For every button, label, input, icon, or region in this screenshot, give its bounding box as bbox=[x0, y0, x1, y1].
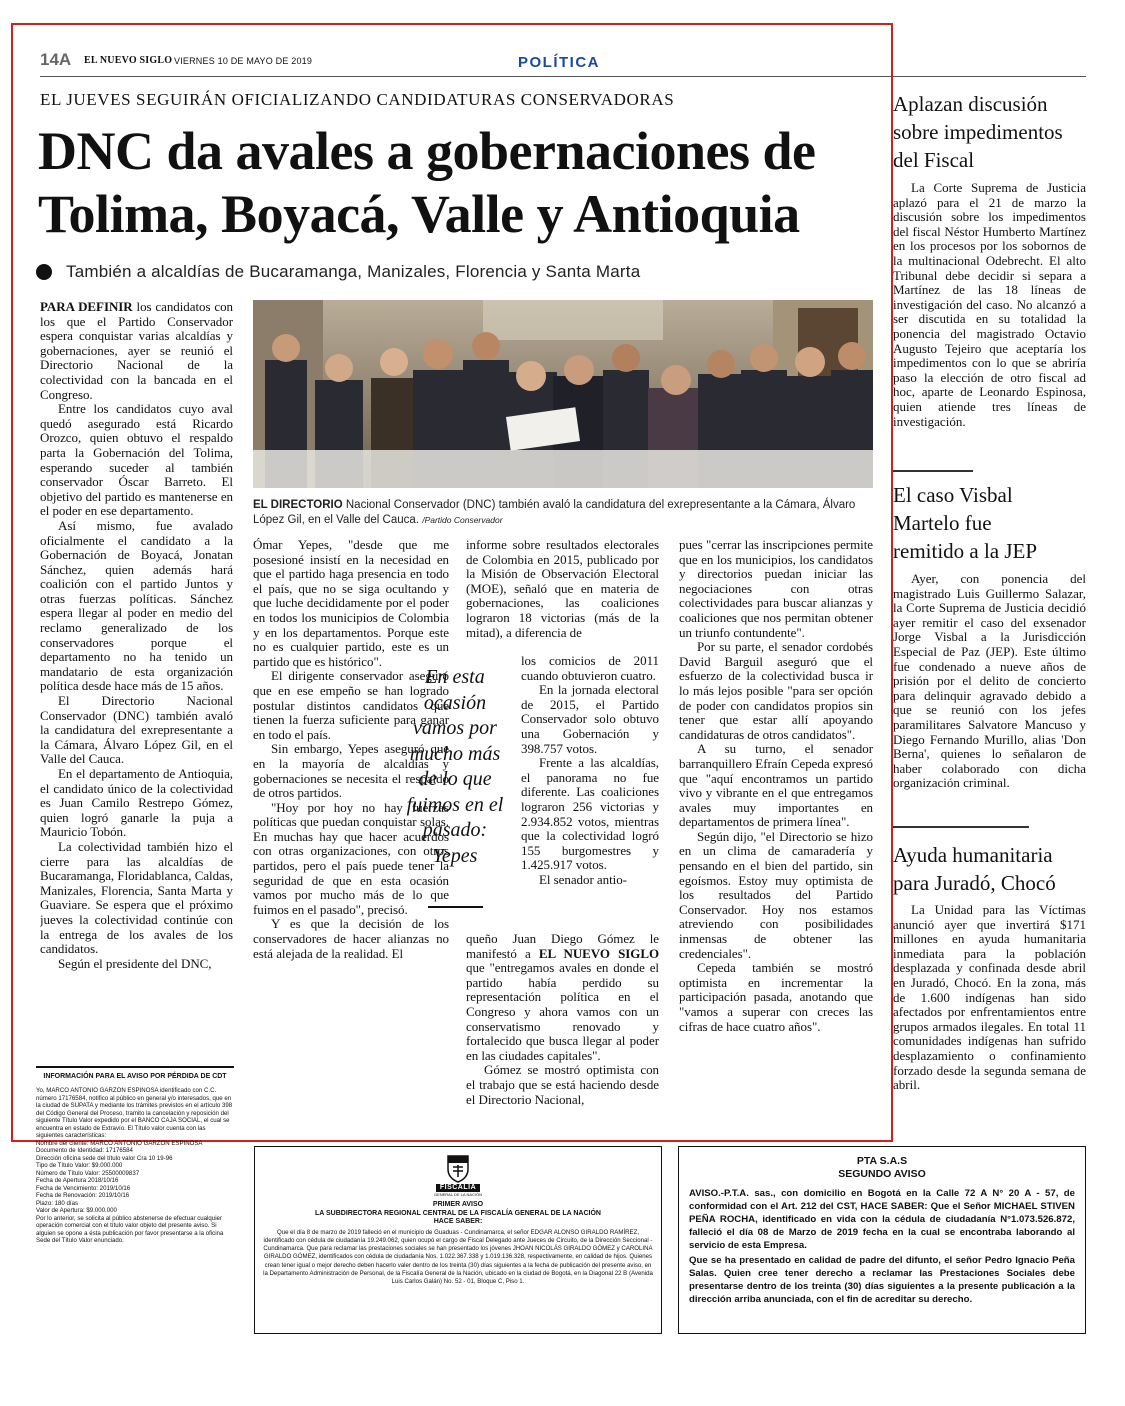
article-paragraph: Sin embargo, Yepes aseguró que en la mayoría de alcaldías y gobernaciones se necesita el respaldo de otros partidos. bbox=[253, 741, 449, 801]
notice-field: Valor de Apertura: $9.000.000 bbox=[36, 1207, 117, 1214]
lead-in: PARA DEFINIR bbox=[40, 300, 133, 314]
highlight-frame bbox=[11, 23, 893, 1142]
article-paragraph: En el departamento de Antioquia, el candidato único de la colectividad es Juan Camilo Restrepo Gómez, quien logró ganarle la puja a Mauricio Tobón. bbox=[40, 766, 233, 840]
logo-subtitle: GENERAL DE LA NACIÓN bbox=[433, 1192, 483, 1197]
brief-text: La Unidad para las Víctimas anunció ayer que invertirá $171 millones en ayuda humanitaria inmediata para la población desplazada y confinada desde abril en Juradó, Chocó. En la zona, más de 1.600 indígenas han sido afectados por enfrentamientos entre grupos armados ilegales. En total 11 comunidades indígenas han sufrido desplazamiento o confinamiento forzado desde la segunda semana de abril. bbox=[893, 902, 1086, 1093]
notice-title: INFORMACIÓN PARA EL AVISO POR PÉRDIDA DE CDT bbox=[43, 1073, 227, 1080]
article-paragraph: En la jornada electoral de 2015, el Partido Conservador solo obtuvo una Gobernación y 398.757 votos. bbox=[521, 682, 659, 756]
article-paragraph: Así mismo, fue avalado oficialmente el candidato a la Gobernación de Boyacá, Jonatan Sánchez, quien además hará coalición con el partido Juntos y otras fuerzas políticas. Sánchez espera llegar al poder en medio del reclamo generalizado de los conservadores porque el departamento no ha tenido un mandatario de esta organización política desde hace más de 15 años. bbox=[40, 517, 233, 694]
notice-field: Fecha de Vencimiento: 2019/10/16 bbox=[36, 1184, 131, 1192]
notice-body: Yo, MARCO ANTONIO GARZON ESPINOSA identificado con C.C. número 17176584, notifico al público en general y/o interesados, que en la ciudad de SUPATA y mediante los trámites previstos en el artículo 398 del Código General del Proceso, tramito la cancelación y reposición del siguiente Título Valor expedido por el BANCO CAJA SOCIAL, el cual se encuentra en estado de Extravío. El Título valor cuenta con las siguientes características: bbox=[36, 1087, 233, 1139]
caption-text: Nacional Conservador (DNC) también avaló la candidatura del exrepresentante a la Cámara, Álvaro López Gil, en el Valle del Cauca. bbox=[253, 499, 856, 526]
article-paragraph: Por su parte, el senador cordobés David Barguil aseguró que el esfuerzo de la colectividad busca ir lo más lejos posible "para ser opción de poder con candidatos propios sin tener que estar allí apoyando candidaturas de otros candidatos". bbox=[679, 639, 873, 742]
notice-pta bbox=[678, 1146, 1086, 1334]
article-paragraph: Frente a las alcaldías, el panorama no fue diferente. Las coaliciones lograron 256 victorias y 2.934.852 votos, mientras que la colectividad logró 155 burgomestres y 1.425.917 votos. bbox=[521, 755, 659, 873]
brief-text: Ayer, con ponencia del magistrado Luis Guillermo Salazar, la Corte Suprema de Justicia decidió ayer remitir el caso del exsenador Jorge Visbal a la Jurisdicción Especial de Paz (JEP). Este último fue condenado a nueve años de prisión por el delito de concierto para delinquir agravado debido a que se reunió con los jefes paramilitares Salvatore Mancuso y Diego Fernando Murillo, alias 'Don Berna', quienes lo señalaron de haber colaborado con dicha organización criminal. bbox=[893, 571, 1086, 791]
notice-lost-cdt bbox=[36, 1066, 234, 1341]
article-paragraph: La colectividad también hizo el cierre para las alcaldías de Bucaramanga, Floridablanca, Caldas, Manizales, Florencia, Santa Marta y Guaviare. Se espera que el próximo jueves la colectividad continúe con la entrega de los avales de los candidatos. bbox=[40, 838, 233, 957]
article-paragraph: Cepeda también se mostró optimista en incrementar la participación pasada, anotando que "vamos a superar con creces las cifras de hace cuatro años". bbox=[679, 960, 873, 1034]
notice-field: Nombre del cliente: MARCO ANTONIO GARZON ESPINOSA bbox=[36, 1139, 203, 1147]
subhead-text: También a alcaldías de Bucaramanga, Manizales, Florencia y Santa Marta bbox=[66, 262, 641, 281]
publication-date: VIERNES 10 DE MAYO DE 2019 bbox=[174, 56, 313, 66]
article-paragraph: Según el presidente del DNC, bbox=[58, 955, 212, 971]
article-paragraph: Entre los candidatos cuyo aval quedó asegurado está Ricardo Orozco, quien obtuvo el respaldo parta la Gobernación del Tolima, esperando suceder al también conservador Óscar Barreto. El objetivo del partido es mantenerse en el poder en ese departamento. bbox=[40, 401, 233, 519]
notice-field: Tipo de Título Valor: $9.000.000 bbox=[36, 1162, 123, 1169]
article-paragraph: Según dijo, "el Directorio se hizo en un clima de camaradería y pensando en el bien del partido, sin egoísmos. Estoy muy optimista de los resultados del Partido Conservador. Hoy nos estamos atreviendo con posibilidades inmensas de obtener las credenciales". bbox=[679, 828, 873, 961]
fiscalia-logo bbox=[430, 1153, 486, 1197]
notice-heading: SEGUNDO AVISO bbox=[838, 1168, 926, 1180]
article-paragraph: "Hoy por hoy no hay fuerzas políticas que puedan conquistar solas. En muchas hay que hacer acuerdos con otras organizaciones, con otros partidos, pero el país puede tener la seguridad de que en esta ocasión vamos por mucho más de lo que fuimos en el pasado", precisó. bbox=[253, 799, 449, 917]
article-paragraph: Y es que la decisión de los conservadores de hacer alianzas no está alejada de la realidad. El bbox=[253, 916, 449, 961]
section-label: POLÍTICA bbox=[518, 54, 600, 71]
paragraph-text: que "entregamos avales en donde el partido había perdido su representación política en el Congreso y ahora vamos con un conservatismo renovado y fortalecido que busca llegar al poder en las ciudades capitales". bbox=[466, 960, 659, 1063]
notice-field: Número de Título Valor: 25500009837 bbox=[36, 1169, 140, 1177]
notice-body: AVISO.-P.T.A. sas., con domicilio en Bogotá en la Calle 72 A N° 20 A - 57, de conformidad con el Art. 212 del CST, HACE SABER: Que el Señor MICHAEL STIVEN PEÑA ROCHA, identificado en vida con la cédula de ciudadanía N°1.073.526.872, falleció el día 08 de Marzo de 2019 fecha en la cual se encontraba laborando al servicio de esta Empresa. bbox=[689, 1188, 1075, 1251]
notice-heading: LA SUBDIRECTORA REGIONAL CENTRAL DE LA FISCALÍA GENERAL DE LA NACIÓN bbox=[315, 1209, 601, 1217]
brief-title: Aplazan discusión sobre impedimentos del Fiscal bbox=[893, 92, 1063, 172]
paragraph-text: queño Juan Diego Gómez le manifestó a bbox=[466, 932, 659, 961]
paragraph-text: los candidatos con los que el Partido Conservador espera conquistar varias alcaldías y gobernaciones, ayer se reunió el Directorio Nacional de la colectividad con la bancada en el Congreso. bbox=[40, 300, 233, 402]
article-headline: DNC da avales a gobernaciones de Tolima, Boyacá, Valle y Antioquia bbox=[38, 121, 816, 244]
notice-fields bbox=[36, 1140, 234, 1215]
brief-title: El caso Visbal Martelo fue remitido a la JEP bbox=[893, 483, 1038, 563]
article-paragraph: A su turno, el senador barranquillero Efraín Cepeda expresó que "aquí encontramos un partido vivo y vibrante en el que entregamos avales muy importantes en departamentos de primera línea". bbox=[679, 741, 873, 830]
notice-field: Fecha de Apertura 2018/10/16 bbox=[36, 1177, 119, 1184]
brief-divider bbox=[893, 826, 1029, 828]
notice-field: Documento de Identidad: 17176584 bbox=[36, 1147, 133, 1154]
notice-fiscalia bbox=[254, 1146, 662, 1334]
logo-name: FISCALIA bbox=[436, 1184, 480, 1192]
notice-body: Que se ha presentado en calidad de padre del difunto, el señor Pedro Ignacio Peña Salas. Quien cree tener derecho a reclamar las Prestaciones Sociales debe presentarse dentro de los treinta (30) días siguientes a la presente publicación a la dirección arriba anunciada, con el fin de acreditar su derecho. bbox=[689, 1255, 1075, 1305]
notice-heading: PTA S.A.S bbox=[856, 1155, 908, 1167]
caption-lead: EL DIRECTORIO bbox=[253, 499, 343, 511]
notice-heading: HACE SABER: bbox=[433, 1218, 483, 1225]
article-paragraph: informe sobre resultados electorales de Colombia en 2015, publicado por la Misión de Observación Electoral (MOE), señaló que en materia de gobernaciones, las coaliciones lograron 18 victorias (más de la mitad), a diferencia de bbox=[466, 538, 659, 640]
pull-quote: En esta ocasión vamos por mucho más de lo que fuimos en el pasado: Yepes bbox=[406, 666, 504, 867]
article-paragraph: El senador antio- bbox=[539, 871, 627, 887]
article-paragraph: Gómez se mostró optimista con el trabajo que se está haciendo desde el Directorio Nacional, bbox=[466, 1062, 659, 1107]
notice-field: Fecha de Renovación: 2019/10/16 bbox=[36, 1192, 130, 1199]
photo-credit: /Partido Conservador bbox=[422, 515, 503, 525]
brief-title: Ayuda humanitaria para Juradó, Chocó bbox=[893, 843, 1056, 895]
notice-field: Dirección oficina sede del título valor Cra 10 19-96 bbox=[36, 1154, 173, 1162]
coat-of-arms-icon bbox=[445, 1153, 471, 1183]
page-number: 14A bbox=[40, 50, 72, 69]
brief-text: La Corte Suprema de Justicia aplazó para el 21 de marzo la discusión sobre los impedimentos del fiscal Néstor Humberto Martínez en los procesos por los sobornos de la multinacional Odebrecht. El alto Tribunal debe decidir si separa a Martínez de las 18 líneas de investigación del caso. No alcanzó a ser discutida en su totalidad la ponencia del magistrado Octavio Augusto Tejeiro que aceptaría los impedimentos con lo que se abriría paso la elección de otro fiscal ad hoc, aparte de Leonardo Espinosa, quien atiende tres líneas de investigación. bbox=[893, 180, 1086, 429]
notice-footer: Por lo anterior, se solicita al público abstenerse de efectuar cualquier operación comercial con el título valor objeto del presente aviso. Si alguien se opone a ésta publicación por favor presentarse a la oficina Sede del Título Valor enunciado. bbox=[36, 1214, 224, 1244]
brief-divider bbox=[893, 470, 973, 472]
article-paragraph: El dirigente conservador aseguró que en ese empeño se han logrado postular distintos candidatos que tienen la fuerza suficiente para ganar en todo el país. bbox=[253, 668, 449, 742]
notice-heading: PRIMER AVISO bbox=[432, 1201, 484, 1208]
article-kicker: EL JUEVES SEGUIRÁN OFICIALIZANDO CANDIDATURAS CONSERVADORAS bbox=[40, 90, 675, 109]
article-paragraph: pues "cerrar las inscripciones permite que en los municipios, los candidatos y directorios puedan iniciar las negociaciones con otras colectividades para buscar alianzas y coaliciones que nos permitan obtener un triunfo contundente". bbox=[679, 538, 873, 640]
article-paragraph: los comicios de 2011 cuando obtuvieron cuatro. bbox=[521, 654, 659, 683]
article-paragraph: Ómar Yepes, "desde que me posesioné insistí en la necesidad en que el partido haga presencia en todo el país, que no se siga ocultando y que luche decididamente por el poder en todos los municipios de Colombia y en los departamentos. Porque este no es cualquier partido, este es un partido que es histórico". bbox=[253, 538, 449, 669]
article-paragraph: El Directorio Nacional Conservador (DNC) también avaló la candidatura del exrepresentante a la Cámara, Álvaro López Gil, en el Valle del Cauca. bbox=[40, 693, 233, 767]
notice-body: Que el día 8 de marzo de 2019 falleció en el municipio de Guaduas - Cundinamarca, el señor EDGAR ALONSO GIRALDO RAMÍREZ, identificado con cédula de ciudadanía 19.249.062, quien ocupó el cargo de Fiscal Delegado ante Jueces de Circuito, de la Dirección Seccional - Cundinamarca. Que para reclamar las prestaciones sociales se han presentado los jóvenes JHOAN NICOLÁS GIRALDO GÓMEZ y CAROLINA GIRALDO GÓMEZ, identificados con cédula de ciudadanía Nos. 1.022.367.338 y 1.019.136.328, respectivamente, en calidad de hijos. Quienes crean tener igual o mejor derecho deben hacerlo valer dentro de los treinta (30) días siguientes a la fecha de publicación del presente aviso, en la Departamento Administración de Personal, de la Fiscalía General de la Nación, ubicado en la ciudad de Bogotá, en la Diagonal 22 B (Avenida Luis Carlos Galán) No. 52 - 01, Bloque C, Piso 1. bbox=[263, 1228, 653, 1286]
publication-name: EL NUEVO SIGLO bbox=[84, 55, 173, 66]
notice-field: Plazo: 180 días bbox=[36, 1199, 79, 1207]
newspaper-name: EL NUEVO SIGLO bbox=[538, 945, 659, 961]
